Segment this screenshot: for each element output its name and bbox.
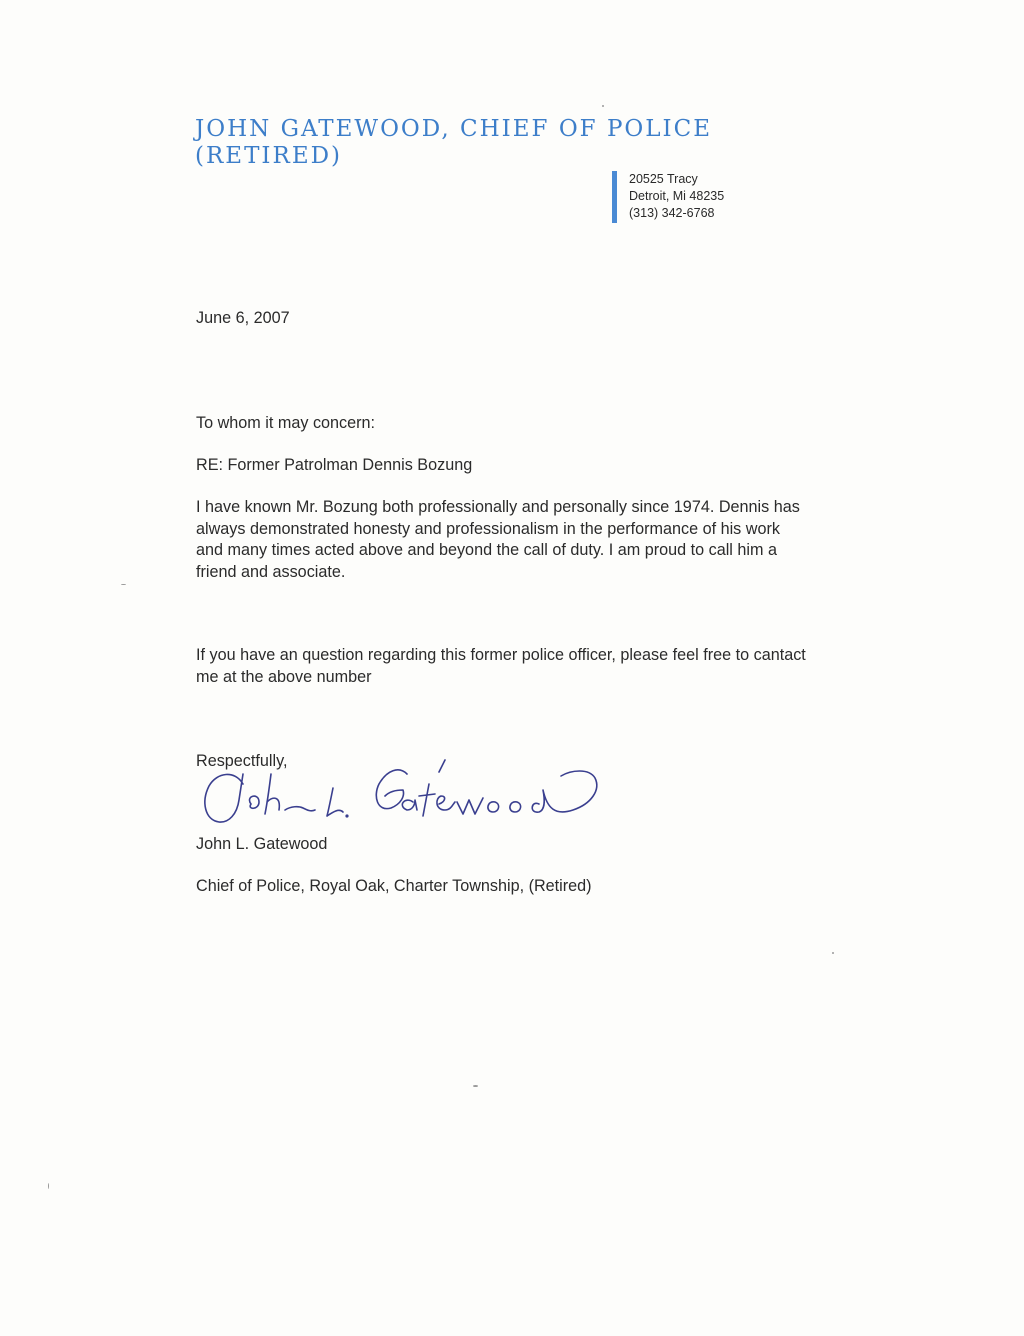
scan-speck [602, 105, 604, 107]
closing-paragraph: If you have an question regarding this former police officer, please feel free to cantact me at the above number [196, 646, 806, 686]
address-city: Detroit, Mi 48235 [629, 189, 725, 203]
scan-speck [832, 952, 834, 954]
signer-title: Chief of Police, Royal Oak, Charter Township, (Retired) [196, 877, 592, 895]
letterhead-address [612, 171, 724, 223]
sign-off: Respectfully, [196, 752, 288, 770]
scan-speck [48, 1183, 49, 1189]
re-line: RE: Former Patrolman Dennis Bozung [196, 456, 473, 474]
scan-speck [473, 1085, 478, 1087]
letterhead-name: JOHN GATEWOOD, CHIEF OF POLICE (RETIRED) [195, 116, 713, 169]
address-street: 20525 Tracy [629, 172, 698, 186]
handwritten-signature [195, 752, 615, 832]
address-phone: (313) 342-6768 [629, 206, 715, 220]
body-paragraph: I have known Mr. Bozung both professionally and personally since 1974. Dennis has always demonstrated honesty and professionalism in the performance of his work and many times acted above and beyond the call of duty. I am proud to call him a friend and associate. [196, 498, 800, 581]
signer-name: John L. Gatewood [196, 835, 328, 853]
letter-date: June 6, 2007 [196, 309, 290, 327]
scan-speck [121, 584, 126, 585]
salutation: To whom it may concern: [196, 414, 376, 432]
